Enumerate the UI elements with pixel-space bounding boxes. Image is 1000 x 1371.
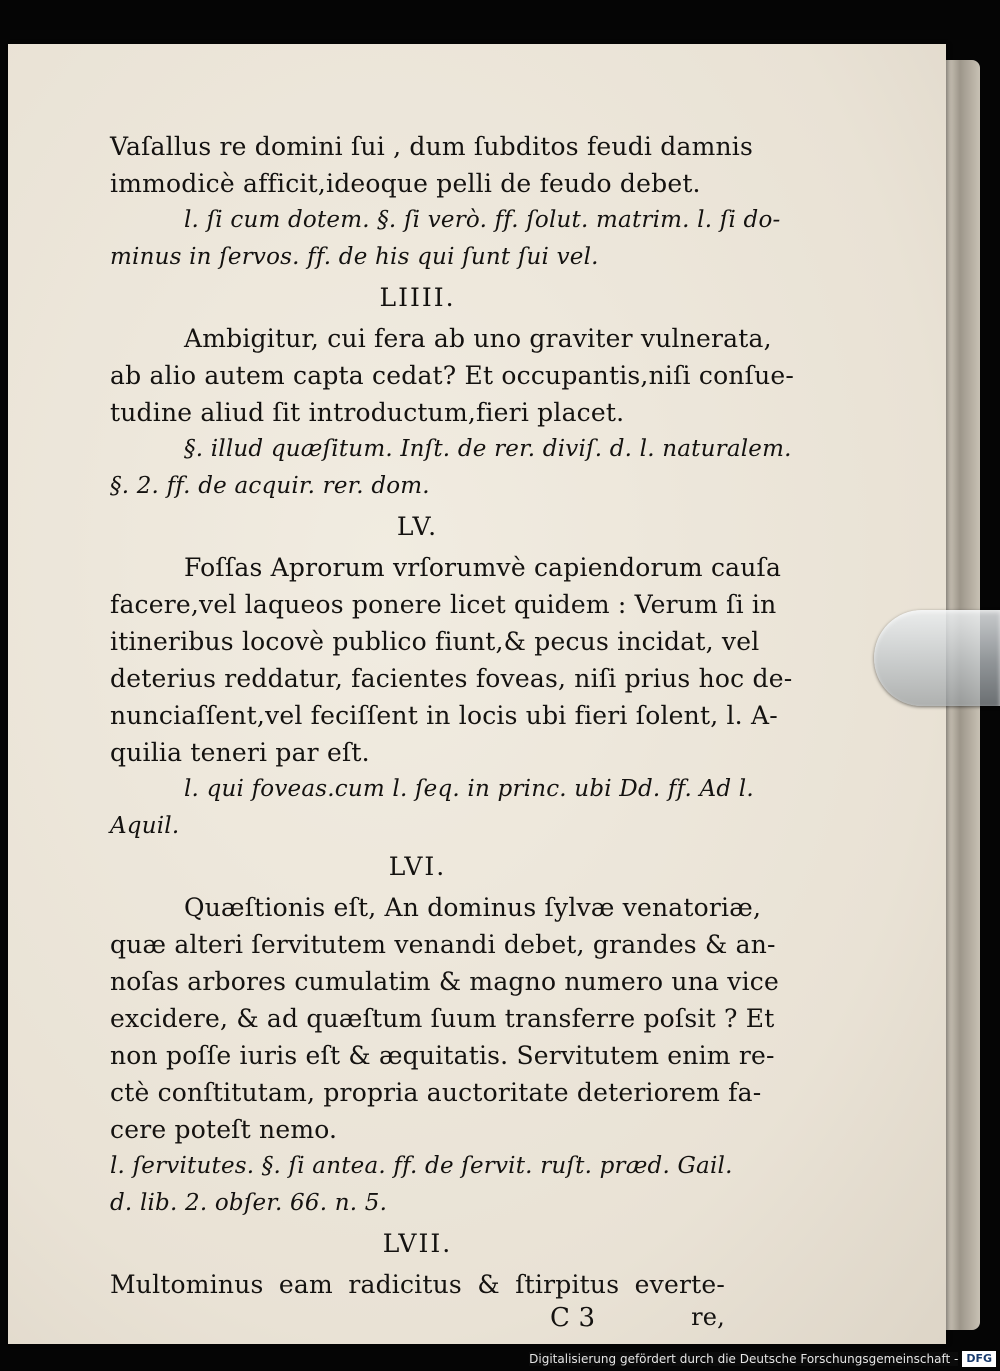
page-footer [110, 1303, 725, 1343]
signature-mark: C 3 [550, 1303, 596, 1333]
paragraph-54 [110, 320, 795, 505]
paragraph-56 [110, 889, 779, 1222]
text-line: tudine aliud ſit introductum,fieri placet. [110, 398, 625, 427]
section-heading-56: LVI. [388, 852, 447, 881]
text-line: quilia teneri par eſt. [110, 738, 370, 767]
text-line: deterius reddatur, facientes foveas, niſi prius hoc de- [110, 664, 793, 693]
text-line: Ambigitur, cui fera ab uno graviter vulnerata, [184, 324, 772, 353]
text-block [110, 128, 795, 1343]
catchword: re, [691, 1303, 725, 1331]
citation-line: l. ſi cum dotem. §. ſi verò. ff. ſolut. matrim. l. ſi do- [184, 207, 781, 233]
paragraph-53 [110, 128, 781, 276]
text-line: immodicè afficit,ideoque pelli de feudo debet. [110, 169, 701, 198]
text-line: facere,vel laqueos ponere licet quidem : Verum ſi in [110, 590, 777, 619]
text-line: Quæſtionis eſt, An dominus ſylvæ venatoriæ, [184, 893, 762, 922]
paragraph-57 [110, 1266, 725, 1303]
paragraph-55 [110, 549, 793, 845]
citation-line: Aquil. [110, 813, 180, 839]
text-line: ctè conſtitutam, propria auctoritate deteriorem fa- [110, 1078, 762, 1107]
section-heading-55: LV. [396, 512, 439, 541]
citation-line: §. 2. ff. de acquir. rer. dom. [110, 473, 430, 499]
text-line: itineribus locovè publico fiunt,& pecus incidat, vel [110, 627, 760, 656]
text-line: cere poteſt nemo. [110, 1115, 338, 1144]
text-line: excidere, & ad quæſtum ſuum transferre poſsit ? Et [110, 1004, 775, 1033]
text-line: Multominus eam radicitus & ſtirpitus everte- [110, 1270, 725, 1299]
citation-line: d. lib. 2. obſer. 66. n. 5. [110, 1190, 388, 1216]
citation-line: minus in ſervos. ff. de his qui ſunt ſui vel. [110, 244, 599, 270]
credit-text: Digitalisierung gefördert durch die Deutsche Forschungsgemeinschaft - [529, 1352, 959, 1366]
section-heading-54: LIIII. [379, 283, 456, 312]
text-line: nunciaſſent,vel feciſſent in locis ubi fieri ſolent, l. A- [110, 701, 778, 730]
text-line: Vaſallus re domini ſui , dum ſubditos feudi damnis [110, 132, 753, 161]
digitization-credit [529, 1349, 996, 1369]
scanner-clip [874, 610, 1000, 706]
text-line: non poſſe iuris eſt & æquitatis. Servitutem enim re- [110, 1041, 775, 1070]
text-line: noſas arbores cumulatim & magno numero una vice [110, 967, 779, 996]
text-line: quæ alteri ſervitutem venandi debet, grandes & an- [110, 930, 776, 959]
citation-line: l. ſervitutes. §. ſi antea. ff. de ſervit. ruſt. præd. Gail. [110, 1153, 733, 1179]
section-heading-57: LVII. [382, 1229, 453, 1258]
citation-line: l. qui foveas.cum l. ſeq. in princ. ubi Dd. ff. Ad l. [184, 776, 754, 802]
dfg-logo: DFG [962, 1351, 996, 1367]
text-line: ab alio autem capta cedat? Et occupantis,niſi conſue- [110, 361, 795, 390]
text-line: Foſſas Aprorum vrſorumvè capiendorum cauſa [184, 553, 782, 582]
citation-line: §. illud quæſitum. Inſt. de rer. diviſ. d. l. naturalem. [184, 436, 792, 462]
